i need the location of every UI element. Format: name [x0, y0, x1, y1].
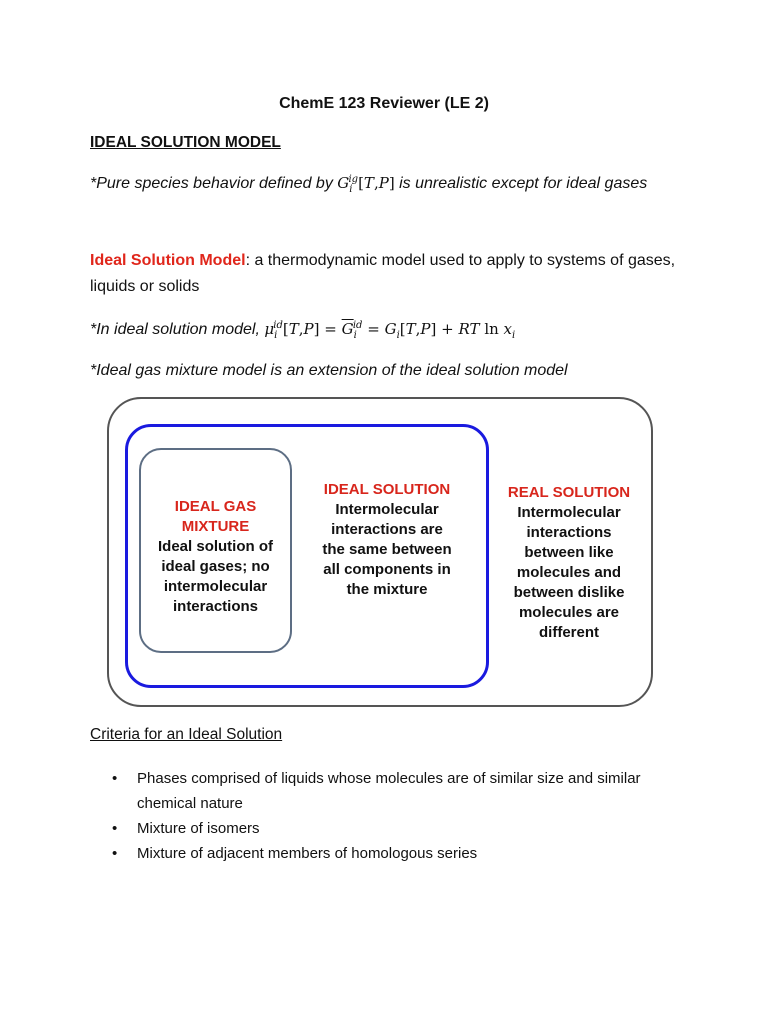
ideal-gas-line: interactions [172, 598, 259, 615]
ideal-solution-line: Intermolecular [335, 501, 439, 518]
definition-text: : a thermodynamic model used to apply to systems of gases, liquids or solids [90, 252, 676, 295]
criteria-list [90, 766, 690, 866]
definition-paragraph [90, 248, 690, 300]
ideal-solution-line: all components in [323, 561, 451, 578]
ideal-solution-text [303, 480, 471, 600]
ideal-solution-line: the same between [322, 541, 452, 558]
bullet-icon: • [112, 845, 118, 862]
ideal-gas-mixture-text [139, 497, 292, 617]
ideal-gas-line: intermolecular [163, 578, 268, 595]
gibbs-ig-formula: $G_i^{ig}[T,P]$ [337, 174, 395, 195]
real-solution-line: interactions [526, 524, 612, 541]
ideal-gas-line: ideal gases; no [161, 558, 270, 575]
real-solution-line: molecules and [516, 564, 622, 581]
real-solution-line: Intermolecular [517, 504, 621, 521]
criteria-item-text: Mixture of adjacent members of homologous series [137, 845, 478, 862]
ideal-gas-heading-1: IDEAL GAS [174, 498, 257, 515]
bullet-icon: • [112, 770, 118, 787]
real-solution-heading: REAL SOLUTION [507, 484, 631, 501]
section-heading: IDEAL SOLUTION MODEL [90, 134, 281, 151]
ideal-solution-note [90, 320, 515, 341]
criteria-item-text: Phases comprised of liquids whose molecules are of similar size and similar chemical nature [137, 770, 641, 812]
list-item [90, 816, 690, 841]
list-item [90, 841, 690, 866]
ideal-solution-heading: IDEAL SOLUTION [323, 481, 451, 498]
real-solution-line: molecules are [518, 604, 620, 621]
list-item [90, 766, 690, 816]
chemical-potential-formula: $\mu_i^{id}[T,P] = \overline{G}_i^{id} = G_i[T,P]$ + RT $\ln x_i$ [264, 320, 516, 341]
criteria-item-text: Mixture of isomers [137, 820, 260, 837]
pure-species-note [90, 174, 647, 195]
real-solution-line: different [539, 624, 599, 641]
real-solution-line: between dislike [513, 584, 625, 601]
criteria-heading: Criteria for an Ideal Solution [90, 726, 283, 743]
real-solution-line: between like [524, 544, 614, 561]
bullet-icon: • [112, 820, 118, 837]
page-title: ChemE 123 Reviewer (LE 2) [279, 95, 489, 112]
ideal-solution-line: interactions are [331, 521, 443, 538]
ideal-gas-mixture-note: *Ideal gas mixture model is an extension of the ideal solution model [90, 362, 568, 379]
ideal-gas-line: Ideal solution of [158, 538, 273, 555]
note1-suffix: is unrealistic except for ideal gases [394, 175, 648, 192]
definition-term: Ideal Solution Model [90, 252, 246, 269]
ideal-gas-heading-2: MIXTURE [181, 518, 250, 535]
real-solution-text [497, 483, 641, 643]
ideal-solution-line: the mixture [346, 581, 428, 598]
note2-prefix: *In ideal solution model, [90, 321, 265, 338]
note1-prefix: *Pure species behavior defined by [90, 175, 338, 192]
